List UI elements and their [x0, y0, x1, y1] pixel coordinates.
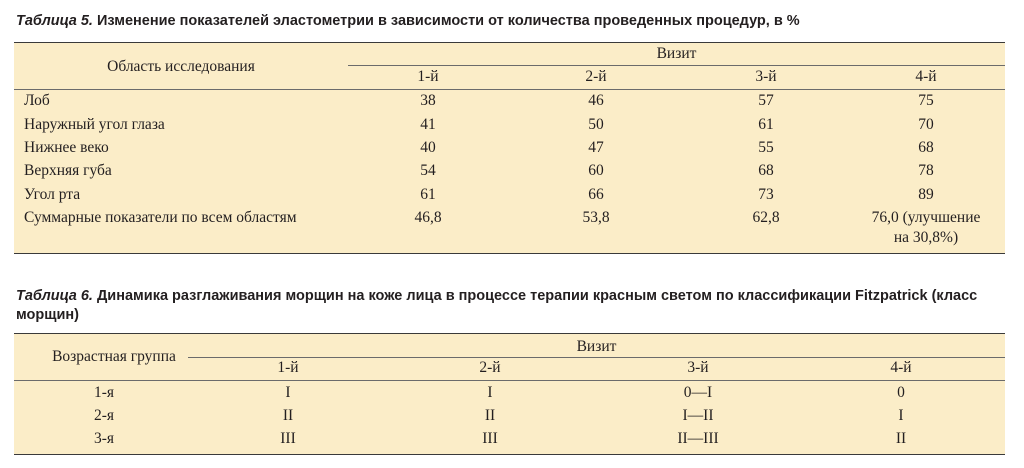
table5-row-6-val-4: 76,0 (улучшение	[871, 209, 981, 226]
table6-row-2-label: 2-я	[93, 407, 115, 424]
table5-row-1-val-3: 57	[758, 92, 774, 109]
table6-row-1-val-3: 0—I	[683, 384, 713, 401]
table6-row-2-val-1: II	[282, 407, 294, 424]
table6-col-1: 1-й	[277, 359, 299, 376]
table5-header-subrule	[348, 65, 1005, 66]
table6-caption	[16, 287, 1011, 325]
table5-row-1-val-1: 38	[420, 92, 436, 109]
table6-col-3: 3-й	[687, 359, 709, 376]
table5-row-5-val-3: 73	[758, 186, 774, 203]
table5-col-4: 4-й	[915, 68, 937, 85]
table5-row-2-val-4: 70	[918, 116, 934, 133]
table6-caption-lead: Таблица 6.	[16, 288, 93, 304]
table5-row-6-label: Суммарные показатели по всем областям	[24, 209, 297, 226]
table5-row-1-val-4: 75	[918, 92, 934, 109]
table6-group-header: Визит	[576, 338, 617, 355]
table5-row-2-val-3: 61	[758, 116, 774, 133]
table5-group-header: Визит	[656, 45, 697, 62]
table5-row-6-val-1: 46,8	[414, 209, 442, 226]
table5-row-3-val-4: 68	[918, 139, 934, 156]
table5-col-3: 3-й	[755, 68, 777, 85]
table5-row-header: Область исследования	[107, 58, 255, 75]
table5-row-3-label: Нижнее веко	[24, 139, 109, 156]
table5-row-4-val-3: 68	[758, 162, 774, 179]
table5-row-4-label: Верхняя губа	[24, 162, 112, 179]
table5-row-4-val-1: 54	[420, 162, 436, 179]
table5-row-5-label: Угол рта	[24, 186, 81, 203]
table6-row-3-label: 3-я	[93, 430, 115, 447]
table5-row-3-val-2: 47	[588, 139, 604, 156]
table6-row-2-val-3: I—II	[682, 407, 714, 424]
table6-row-3-val-3: II—III	[677, 430, 719, 447]
table5-caption-lead: Таблица 5.	[16, 13, 93, 29]
table5-row-1-val-2: 46	[588, 92, 604, 109]
table6-row-3-val-1: III	[280, 430, 296, 447]
table6	[14, 333, 1005, 455]
table5-row-5-val-2: 66	[588, 186, 604, 203]
table5-row-4-val-2: 60	[588, 162, 604, 179]
table5	[14, 42, 1005, 254]
table5-row-6-val-3: 62,8	[752, 209, 780, 226]
table5-row-3-val-3: 55	[758, 139, 774, 156]
table6-row-3-val-4: II	[895, 430, 907, 447]
table5-col-1: 1-й	[417, 68, 439, 85]
table5-row-3-val-1: 40	[420, 139, 436, 156]
table6-row-1-val-2: I	[487, 384, 493, 401]
table5-row-6-val-4-note: на 30,8%)	[893, 229, 959, 246]
table6-row-1-val-4: 0	[897, 384, 905, 401]
table5-caption	[16, 12, 1016, 31]
table5-row-2-label: Наружный угол глаза	[24, 116, 165, 133]
table5-row-5-val-4: 89	[918, 186, 934, 203]
table5-row-2-val-2: 50	[588, 116, 604, 133]
table5-row-4-val-4: 78	[918, 162, 934, 179]
table6-header-subrule	[188, 357, 1005, 358]
table6-row-3-val-2: III	[482, 430, 498, 447]
table6-row-2-val-4: I	[898, 407, 904, 424]
table5-caption-text: Изменение показателей эластометрии в зависимости от количества проведенных процедур, в %	[92, 13, 800, 29]
table5-row-5-val-1: 61	[420, 186, 436, 203]
table6-row-header: Возрастная группа	[52, 348, 176, 365]
table5-row-2-val-1: 41	[420, 116, 436, 133]
table5-row-1-label: Лоб	[24, 92, 50, 109]
table6-col-2: 2-й	[479, 359, 501, 376]
table6-caption-text: Динамика разглаживания морщин на коже лица в процессе терапии красным светом по классификации Fitzpatrick (класс морщин)	[16, 288, 978, 323]
table6-row-1-label: 1-я	[93, 384, 115, 401]
table5-col-2: 2-й	[585, 68, 607, 85]
table6-row-2-val-2: II	[484, 407, 496, 424]
table6-row-1-val-1: I	[285, 384, 291, 401]
table5-row-6-val-2: 53,8	[582, 209, 610, 226]
table6-col-4: 4-й	[890, 359, 912, 376]
